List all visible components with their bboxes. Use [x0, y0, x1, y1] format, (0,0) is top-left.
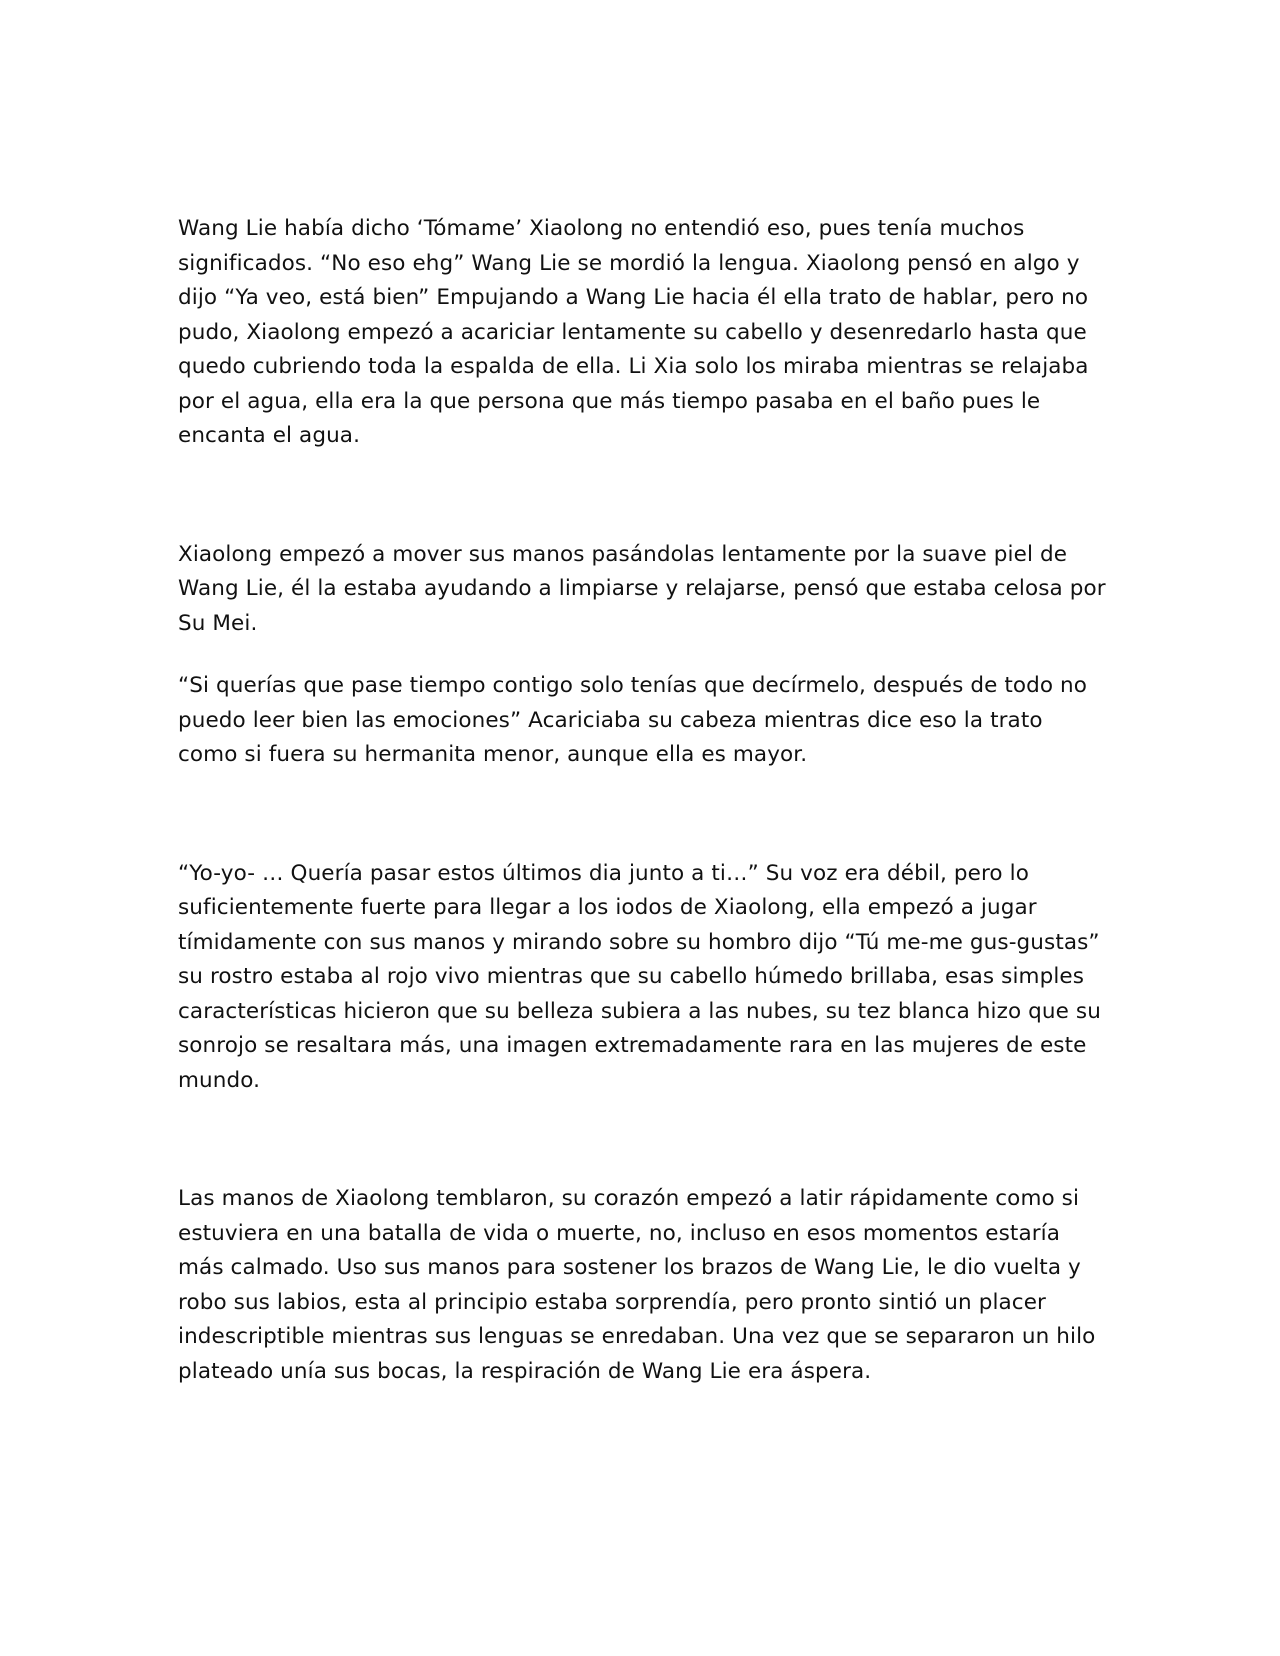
paragraph-4: “Yo-yo- … Quería pasar estos últimos dia junto a ti…” Su voz era débil, pero lo suficientemente fuerte para llegar a los iodos de Xiaolong, ella empezó a jugar tímidamente con sus manos y mirando sobre su hombro dijo “Tú me-me gus-gustas” su rostro estaba al rojo vivo mientras que su cabello húmedo brillaba, esas simples características hicieron que su belleza subiera a las nubes, su tez blanca hizo que su sonrojo se resaltara más, una imagen extremadamente rara en las mujeres de este mundo. [178, 860, 1101, 1093]
paragraph-1: Wang Lie había dicho ‘Tómame’ Xiaolong no entendió eso, pues tenía muchos significados. “No eso ehg” Wang Lie se mordió la lengua. Xiaolong pensó en algo y dijo “Ya veo, está bien” Empujando a Wang Lie hacia él ella trato de hablar, pero no pudo, Xiaolong empezó a acariciar lentamente su cabello y desenredarlo hasta que quedo cubriendo toda la espalda de ella. Li Xia solo los miraba mientras se relajaba por el agua, ella era la que persona que más tiempo pasaba en el baño pues le encanta el agua. [178, 216, 1089, 448]
body-text [178, 212, 1108, 1389]
paragraph-2: Xiaolong empezó a mover sus manos pasándolas lentamente por la suave piel de Wang Lie, él la estaba ayudando a limpiarse y relajarse, pensó que estaba celosa por Su Mei. [178, 541, 1106, 636]
paragraph-5: Las manos de Xiaolong temblaron, su corazón empezó a latir rápidamente como si estuviera en una batalla de vida o muerte, no, incluso en esos momentos estaría más calmado. Uso sus manos para sostener los brazos de Wang Lie, le dio vuelta y robo sus labios, esta al principio estaba sorprendía, pero pronto sintió un placer indescriptible mientras sus lenguas se enredaban. Una vez que se separaron un hilo plateado unía sus bocas, la respiración de Wang Lie era áspera. [178, 1186, 1096, 1384]
paragraph-3: “Si querías que pase tiempo contigo solo tenías que decírmelo, después de todo no puedo leer bien las emociones” Acariciaba su cabeza mientras dice eso la trato como si fuera su hermanita menor, aunque ella es mayor. [178, 673, 1088, 767]
